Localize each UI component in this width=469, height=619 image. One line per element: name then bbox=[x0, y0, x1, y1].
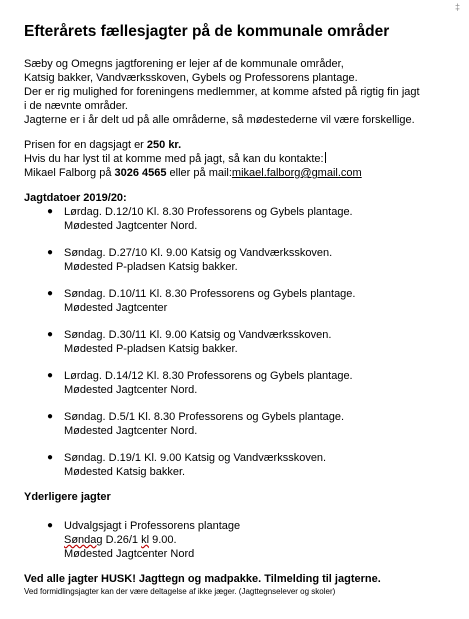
extra-hunt-date: D.26/1 bbox=[102, 534, 142, 546]
contact-details bbox=[24, 166, 362, 180]
bullet-icon: ● bbox=[47, 206, 54, 217]
contact-text: Hvis du har lyst til at komme med på jagt, så kan du kontakte: bbox=[24, 153, 324, 165]
hunt-meeting-line: Mødested Jagtcenter Nord. bbox=[64, 425, 198, 437]
price-prefix: Prisen for en dagsjagt er bbox=[24, 139, 147, 151]
bullet-icon: ● bbox=[47, 520, 54, 531]
intro-line: Katsig bakker, Vandværksskoven, Gybels og Professorens plantage. bbox=[24, 72, 358, 84]
hunt-meeting-line: Mødested P-pladsen Katsig bakker. bbox=[64, 261, 238, 273]
text-cursor bbox=[325, 152, 326, 163]
hunt-meeting-line: Mødested P-pladsen Katsig bakker. bbox=[64, 343, 238, 355]
extra-hunt-time: 9.00. bbox=[149, 534, 177, 546]
price-amount: 250 kr. bbox=[146, 139, 182, 151]
hunt-date-line: Søndag. D.27/10 Kl. 9.00 Katsig og Vandværksskoven. bbox=[64, 247, 333, 259]
bullet-icon: ● bbox=[47, 329, 54, 340]
price-contact-block bbox=[24, 138, 362, 180]
extra-hunt-date-line bbox=[64, 533, 240, 547]
hunt-date-line: Lørdag. D.14/12 Kl. 8.30 Professorens og Gybels plantage. bbox=[64, 370, 353, 382]
list-item bbox=[47, 451, 327, 479]
list-item bbox=[47, 246, 333, 274]
spellcheck-word: kl bbox=[141, 534, 150, 546]
bullet-icon: ● bbox=[47, 370, 54, 381]
contact-line bbox=[24, 152, 362, 166]
footer-reminder: Ved alle jagter HUSK! Jagttegn og madpakke. Tilmelding til jagterne. bbox=[24, 573, 381, 585]
hunt-date-line: Søndag. D.19/1 Kl. 9.00 Katsig og Vandværksskoven. bbox=[64, 452, 327, 464]
hunt-meeting-line: Mødested Jagtcenter Nord. bbox=[64, 384, 198, 396]
hunt-meeting-line: Mødested Jagtcenter Nord. bbox=[64, 220, 198, 232]
dates-heading: Jagtdatoer 2019/20: bbox=[24, 192, 127, 204]
bullet-icon: ● bbox=[47, 288, 54, 299]
extra-hunt-line: Udvalgsjagt i Professorens plantage bbox=[64, 520, 241, 532]
price-line bbox=[24, 138, 362, 152]
intro-line: Der er rig mulighed for foreningens medlemmer, at komme afsted på rigtig fin jagt bbox=[24, 86, 420, 98]
list-item bbox=[47, 369, 353, 397]
intro-line: i de nævnte områder. bbox=[24, 100, 128, 112]
footer-note: Ved formidlingsjagter kan der være deltagelse af ikke jæger. (Jagttegnselever og skoler) bbox=[24, 587, 336, 596]
bullet-icon: ● bbox=[47, 247, 54, 258]
hunt-meeting-line: Mødested Katsig bakker. bbox=[64, 466, 186, 478]
email-link[interactable]: mikael.falborg@gmail.com bbox=[231, 167, 362, 179]
contact-mid: eller på mail: bbox=[166, 167, 232, 179]
bullet-icon: ● bbox=[47, 411, 54, 422]
hunt-date-line: Søndag. D.5/1 Kl. 8.30 Professorens og Gybels plantage. bbox=[64, 411, 345, 423]
corner-mark: ‡ bbox=[455, 2, 461, 12]
page-title: Efterårets fællesjagter på de kommunale områder bbox=[24, 23, 390, 40]
intro-line: Jagterne er i år delt ud på alle områderne, så mødestederne vil være forskellige. bbox=[24, 114, 415, 126]
intro-line: Sæby og Omegns jagtforening er lejer af de kommunale områder, bbox=[24, 58, 344, 70]
hunt-meeting-line: Mødested Jagtcenter bbox=[64, 302, 168, 314]
list-item bbox=[47, 287, 356, 315]
spellcheck-word: Søndag bbox=[64, 534, 103, 546]
hunt-date-line: Søndag. D.30/11 Kl. 9.00 Katsig og Vandværksskoven. bbox=[64, 329, 332, 341]
bullet-icon: ● bbox=[47, 452, 54, 463]
intro-paragraph bbox=[24, 57, 464, 127]
extra-hunt-meeting-line: Mødested Jagtcenter Nord bbox=[64, 548, 195, 560]
list-item bbox=[47, 410, 345, 438]
contact-prefix: Mikael Falborg på bbox=[24, 167, 115, 179]
extra-hunts-heading: Yderligere jagter bbox=[24, 491, 111, 503]
phone-number: 3026 4565 bbox=[114, 167, 167, 179]
hunt-date-line: Lørdag. D.12/10 Kl. 8.30 Professorens og Gybels plantage. bbox=[64, 206, 353, 218]
list-item bbox=[47, 328, 332, 356]
hunt-date-line: Søndag. D.10/11 Kl. 8.30 Professorens og Gybels plantage. bbox=[64, 288, 356, 300]
list-item bbox=[47, 205, 353, 233]
list-item bbox=[47, 519, 241, 561]
